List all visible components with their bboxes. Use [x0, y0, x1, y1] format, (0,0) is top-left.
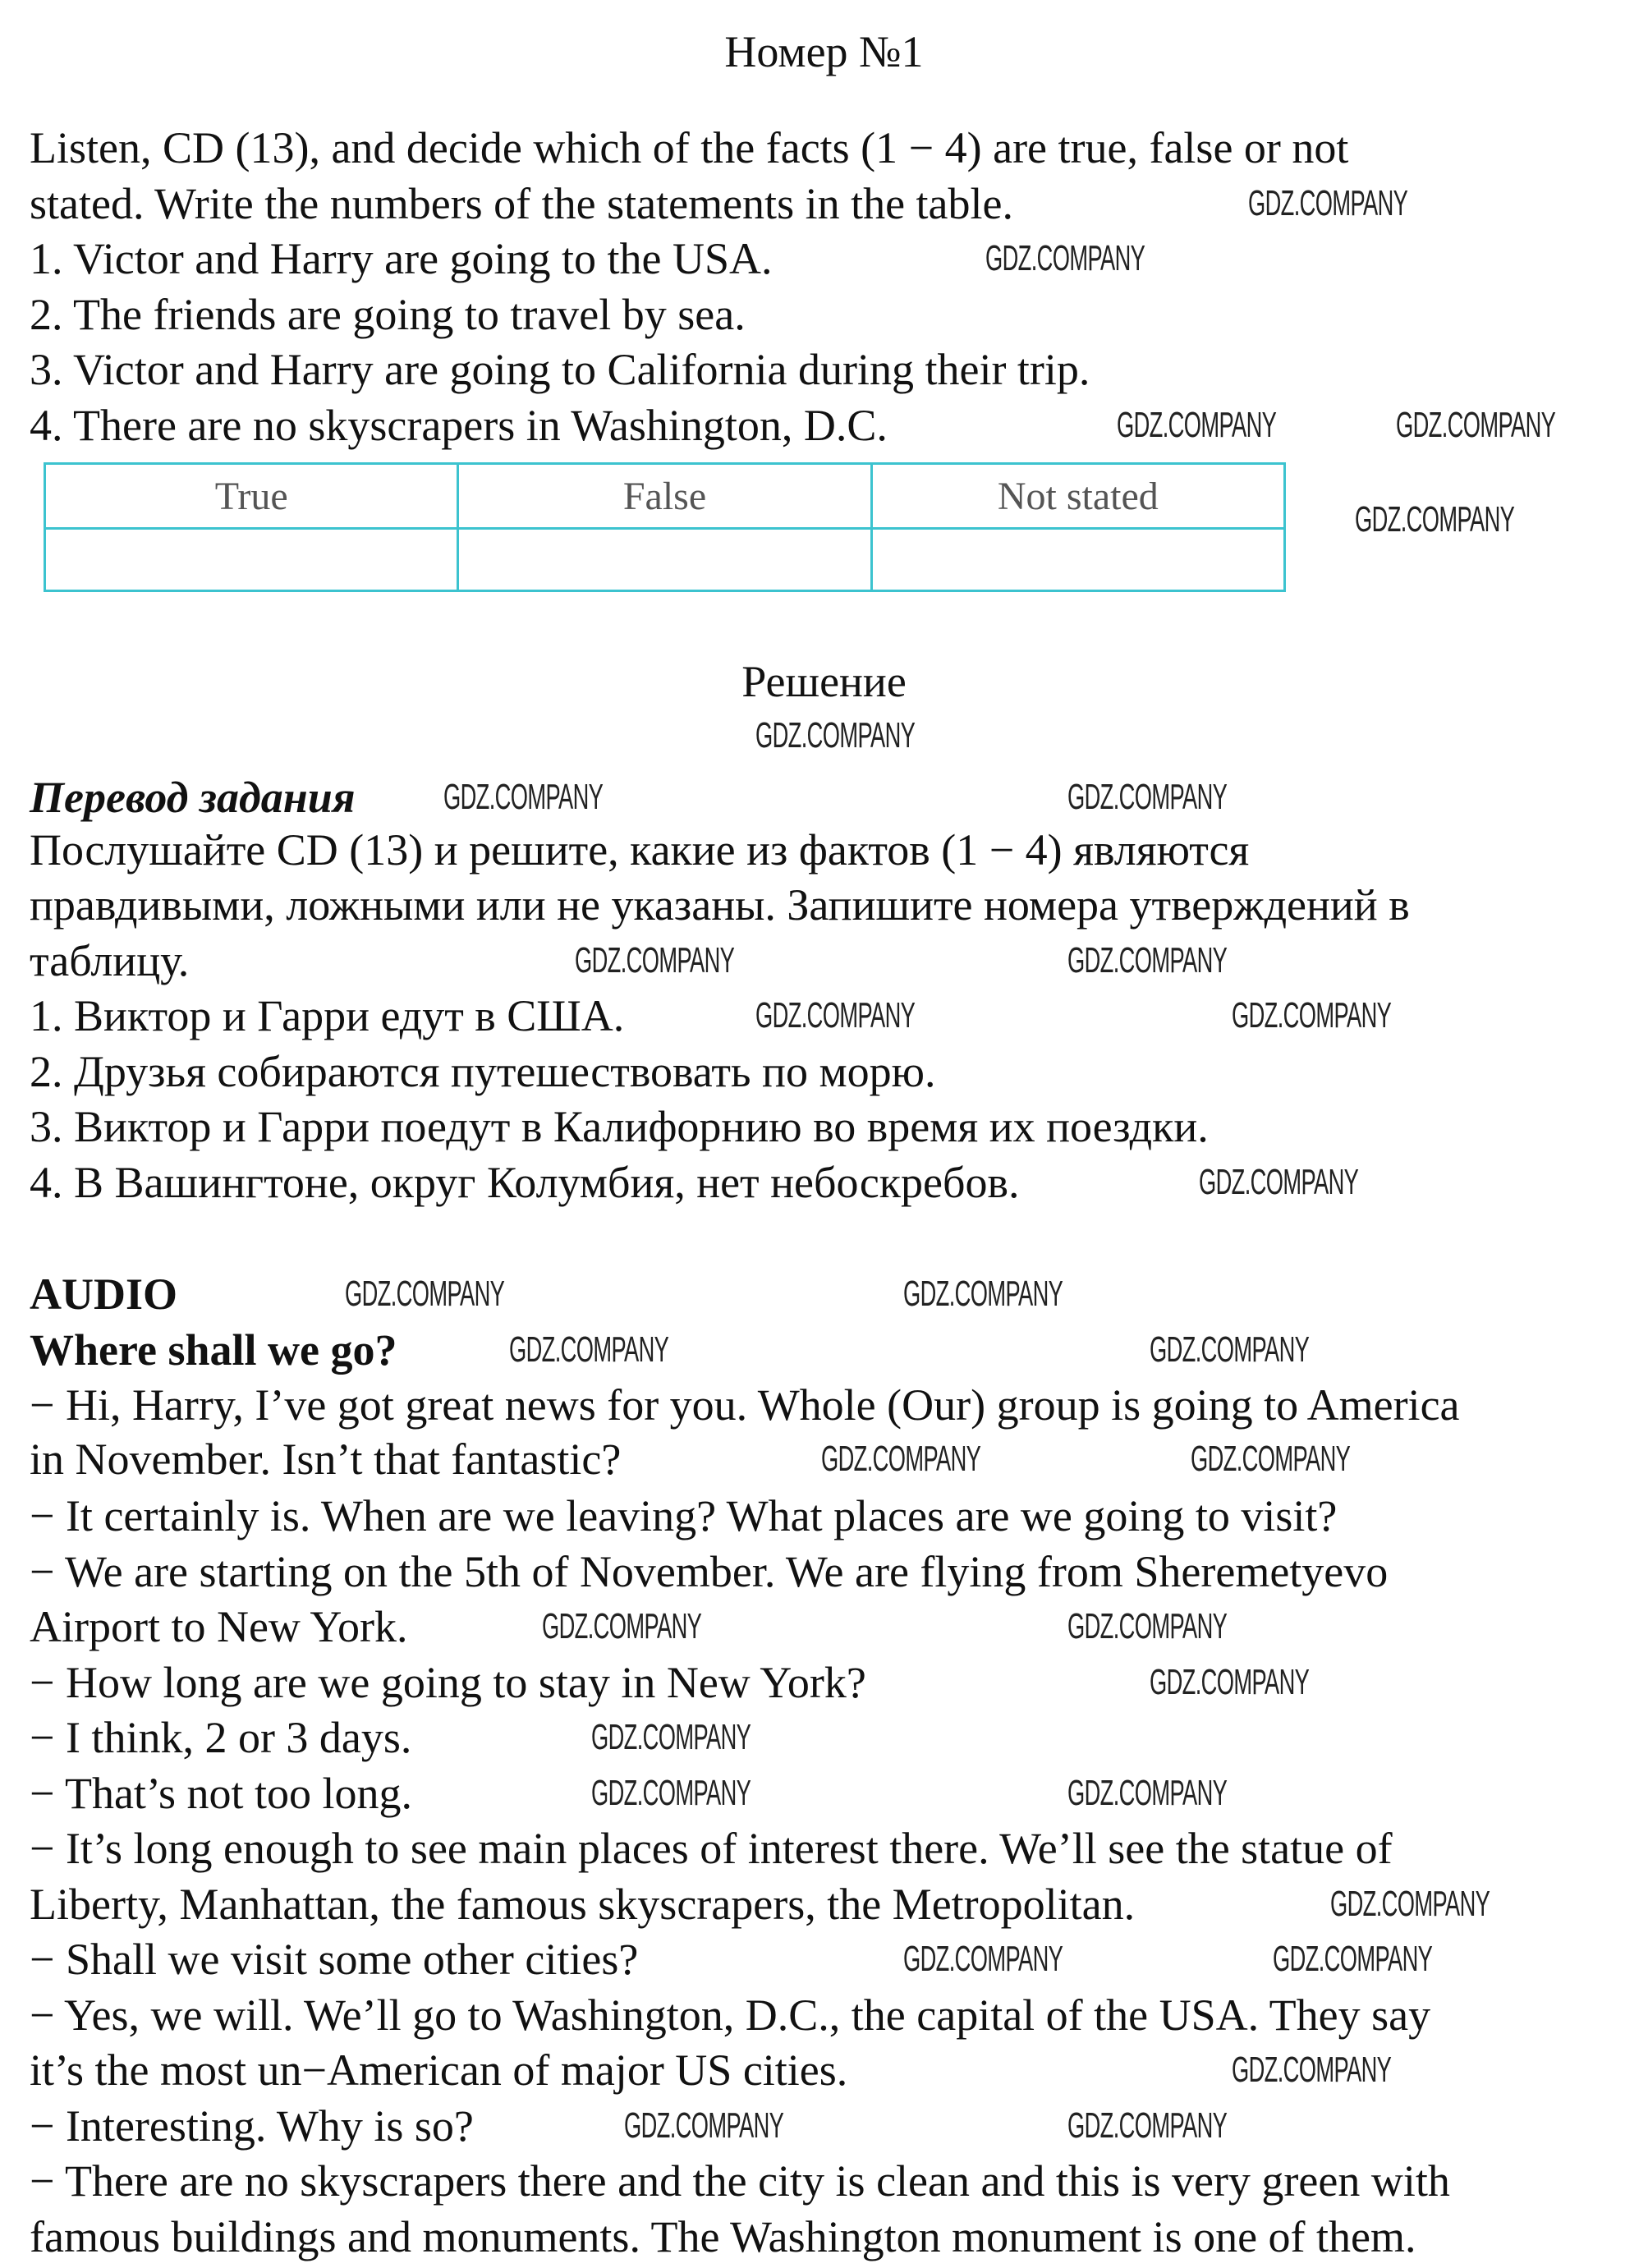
- task-line: 2. The friends are going to travel by sea.: [30, 290, 746, 339]
- task-line: 4. There are no skyscrapers in Washington, D.C.: [30, 401, 888, 450]
- watermark: GDZ.COMPANY: [1273, 1939, 1433, 1979]
- dialogue-line: − Yes, we will. We’ll go to Washington, D.C., the capital of the USA. They say: [30, 1990, 1431, 2040]
- translation-line: таблицу.: [30, 936, 190, 985]
- dialogue-line: − That’s not too long.: [30, 1769, 412, 1818]
- watermark: GDZ.COMPANY: [1150, 1329, 1310, 1370]
- watermark: GDZ.COMPANY: [624, 2105, 784, 2146]
- audio-title: Where shall we go?: [30, 1325, 397, 1375]
- watermark: GDZ.COMPANY: [903, 1939, 1063, 1979]
- dialogue-line: − We are starting on the 5th of November. We are flying from Sheremetyevo: [30, 1547, 1389, 1596]
- watermark: GDZ.COMPANY: [755, 995, 916, 1035]
- watermark: GDZ.COMPANY: [1330, 1884, 1490, 1924]
- watermark: GDZ.COMPANY: [542, 1606, 702, 1646]
- dialogue-line: − Shall we visit some other cities?: [30, 1935, 639, 1984]
- translation-line: Послушайте CD (13) и решите, какие из фактов (1 − 4) являются: [30, 825, 1250, 875]
- dialogue-line: − Interesting. Why is so?: [30, 2101, 474, 2151]
- watermark: GDZ.COMPANY: [985, 238, 1145, 278]
- watermark: GDZ.COMPANY: [755, 715, 916, 755]
- watermark: GDZ.COMPANY: [591, 1717, 751, 1757]
- watermark: GDZ.COMPANY: [1232, 995, 1392, 1035]
- table-cell-true: [45, 529, 458, 591]
- dialogue-line: in November. Isn’t that fantastic?: [30, 1435, 622, 1484]
- dialogue-line: − There are no skyscrapers there and the city is clean and this is very green with: [30, 2156, 1450, 2206]
- translation-heading: Перевод задания: [30, 773, 356, 822]
- dialogue-line: − It’s long enough to see main places of interest there. We’ll see the statue of: [30, 1824, 1393, 1873]
- table-header-true: True: [45, 464, 458, 529]
- dialogue-line: − Hi, Harry, I’ve got great news for you. Whole (Our) group is going to America: [30, 1380, 1460, 1430]
- dialogue-line: − I think, 2 or 3 days.: [30, 1713, 412, 1762]
- translation-line: 2. Друзья собираются путешествовать по морю.: [30, 1047, 936, 1096]
- watermark: GDZ.COMPANY: [591, 1773, 751, 1813]
- task-line: stated. Write the numbers of the statements in the table.: [30, 179, 1013, 228]
- watermark: GDZ.COMPANY: [1232, 2050, 1392, 2090]
- watermark: GDZ.COMPANY: [1117, 405, 1277, 445]
- page-title: Номер №1: [724, 27, 924, 76]
- watermark: GDZ.COMPANY: [1067, 777, 1228, 817]
- watermark: GDZ.COMPANY: [1355, 499, 1515, 539]
- watermark: GDZ.COMPANY: [1191, 1439, 1351, 1479]
- solution-heading: Решение: [741, 657, 907, 706]
- answer-table: [44, 462, 1286, 592]
- watermark: GDZ.COMPANY: [443, 777, 604, 817]
- watermark: GDZ.COMPANY: [1067, 2105, 1228, 2146]
- audio-heading: AUDIO: [30, 1269, 178, 1319]
- dialogue-line: − It certainly is. When are we leaving? What places are we going to visit?: [30, 1491, 1338, 1540]
- dialogue-line: famous buildings and monuments. The Washington monument is one of them.: [30, 2212, 1416, 2261]
- watermark: GDZ.COMPANY: [575, 940, 735, 980]
- dialogue-line: − How long are we going to stay in New York?: [30, 1658, 866, 1707]
- watermark: GDZ.COMPANY: [1396, 405, 1556, 445]
- dialogue-line: it’s the most un−American of major US cities.: [30, 2045, 848, 2095]
- watermark: GDZ.COMPANY: [1067, 1606, 1228, 1646]
- dialogue-line: Liberty, Manhattan, the famous skyscrapers, the Metropolitan.: [30, 1880, 1136, 1929]
- watermark: GDZ.COMPANY: [1199, 1162, 1359, 1202]
- watermark: GDZ.COMPANY: [509, 1329, 669, 1370]
- dialogue-line: Airport to New York.: [30, 1602, 408, 1651]
- translation-line: 4. В Вашингтоне, округ Колумбия, нет небоскребов.: [30, 1158, 1020, 1207]
- task-line: Listen, CD (13), and decide which of the facts (1 − 4) are true, false or not: [30, 123, 1349, 172]
- watermark: GDZ.COMPANY: [1067, 940, 1228, 980]
- table-cell-not-stated: [871, 529, 1284, 591]
- translation-line: 1. Виктор и Гарри едут в США.: [30, 991, 625, 1040]
- table-header-false: False: [458, 464, 871, 529]
- watermark: GDZ.COMPANY: [903, 1274, 1063, 1314]
- translation-line: 3. Виктор и Гарри поедут в Калифорнию во время их поездки.: [30, 1102, 1209, 1151]
- watermark: GDZ.COMPANY: [1150, 1662, 1310, 1702]
- watermark: GDZ.COMPANY: [345, 1274, 505, 1314]
- task-line: 3. Victor and Harry are going to California during their trip.: [30, 345, 1090, 394]
- task-line: 1. Victor and Harry are going to the USA.: [30, 234, 773, 283]
- watermark: GDZ.COMPANY: [1248, 183, 1408, 223]
- table-header-not-stated: Not stated: [871, 464, 1284, 529]
- translation-line: правдивыми, ложными или не указаны. Запишите номера утверждений в: [30, 880, 1410, 930]
- table-cell-false: [458, 529, 871, 591]
- watermark: GDZ.COMPANY: [821, 1439, 981, 1479]
- watermark: GDZ.COMPANY: [1067, 1773, 1228, 1813]
